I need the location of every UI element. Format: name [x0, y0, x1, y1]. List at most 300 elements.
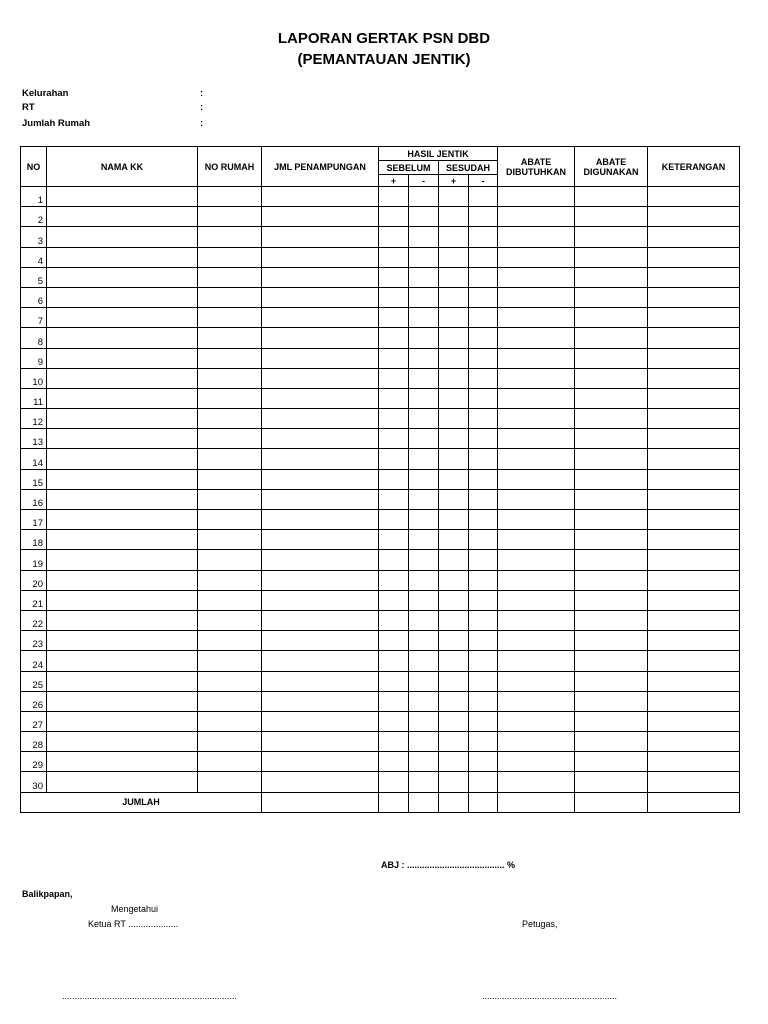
table-cell[interactable]: [47, 308, 198, 328]
table-cell[interactable]: [409, 752, 439, 772]
table-cell[interactable]: [469, 691, 498, 711]
table-cell[interactable]: [439, 368, 469, 388]
table-cell[interactable]: [379, 287, 409, 307]
table-cell[interactable]: [469, 752, 498, 772]
table-cell[interactable]: [575, 570, 648, 590]
table-cell[interactable]: [439, 287, 469, 307]
table-cell[interactable]: [648, 691, 740, 711]
table-cell[interactable]: [47, 409, 198, 429]
table-cell[interactable]: [262, 590, 379, 610]
table-cell[interactable]: [469, 449, 498, 469]
table-cell[interactable]: [47, 348, 198, 368]
table-cell[interactable]: [379, 328, 409, 348]
table-cell[interactable]: [575, 711, 648, 731]
table-cell[interactable]: [379, 510, 409, 530]
table-cell[interactable]: [439, 752, 469, 772]
table-cell[interactable]: [498, 711, 575, 731]
table-cell[interactable]: [498, 590, 575, 610]
table-cell[interactable]: [498, 287, 575, 307]
table-cell[interactable]: [262, 469, 379, 489]
table-cell[interactable]: [469, 671, 498, 691]
table-cell[interactable]: [648, 510, 740, 530]
table-cell[interactable]: [409, 328, 439, 348]
table-cell[interactable]: [498, 631, 575, 651]
table-cell[interactable]: [409, 469, 439, 489]
table-cell[interactable]: [409, 550, 439, 570]
table-cell[interactable]: [469, 247, 498, 267]
table-cell[interactable]: [575, 610, 648, 630]
table-cell[interactable]: [498, 489, 575, 509]
table-cell[interactable]: [198, 651, 262, 671]
table-cell[interactable]: [648, 449, 740, 469]
table-cell[interactable]: [379, 772, 409, 792]
table-cell[interactable]: [379, 590, 409, 610]
table-cell[interactable]: [47, 550, 198, 570]
table-cell[interactable]: [198, 610, 262, 630]
table-cell[interactable]: [439, 409, 469, 429]
table-cell[interactable]: [198, 207, 262, 227]
table-cell[interactable]: [409, 691, 439, 711]
table-cell[interactable]: [47, 691, 198, 711]
table-cell[interactable]: [469, 610, 498, 630]
table-cell[interactable]: [648, 227, 740, 247]
table-cell[interactable]: [575, 671, 648, 691]
table-cell[interactable]: [409, 671, 439, 691]
table-cell[interactable]: [575, 409, 648, 429]
table-cell[interactable]: [648, 772, 740, 792]
table-cell[interactable]: [498, 207, 575, 227]
jumlah-cell[interactable]: [575, 792, 648, 812]
table-cell[interactable]: [439, 772, 469, 792]
table-cell[interactable]: [47, 368, 198, 388]
table-cell[interactable]: [575, 308, 648, 328]
table-cell[interactable]: [409, 207, 439, 227]
table-cell[interactable]: [575, 388, 648, 408]
table-cell[interactable]: [409, 772, 439, 792]
table-cell[interactable]: [469, 368, 498, 388]
table-cell[interactable]: [439, 671, 469, 691]
table-cell[interactable]: [198, 489, 262, 509]
table-cell[interactable]: [409, 348, 439, 368]
table-cell[interactable]: [379, 610, 409, 630]
table-cell[interactable]: [498, 187, 575, 207]
table-cell[interactable]: [439, 530, 469, 550]
table-cell[interactable]: [409, 590, 439, 610]
table-cell[interactable]: [575, 247, 648, 267]
table-cell[interactable]: [262, 772, 379, 792]
table-cell[interactable]: [262, 287, 379, 307]
table-cell[interactable]: [379, 691, 409, 711]
table-cell[interactable]: [439, 610, 469, 630]
table-cell[interactable]: [379, 489, 409, 509]
table-cell[interactable]: [198, 409, 262, 429]
table-cell[interactable]: [409, 489, 439, 509]
table-cell[interactable]: [47, 631, 198, 651]
table-cell[interactable]: [379, 267, 409, 287]
table-cell[interactable]: [575, 489, 648, 509]
table-cell[interactable]: [379, 187, 409, 207]
table-cell[interactable]: [409, 247, 439, 267]
table-cell[interactable]: [47, 772, 198, 792]
table-cell[interactable]: [575, 267, 648, 287]
table-cell[interactable]: [379, 409, 409, 429]
table-cell[interactable]: [469, 287, 498, 307]
table-cell[interactable]: [469, 429, 498, 449]
table-cell[interactable]: [498, 772, 575, 792]
table-cell[interactable]: [648, 610, 740, 630]
table-cell[interactable]: [469, 409, 498, 429]
table-cell[interactable]: [575, 550, 648, 570]
table-cell[interactable]: [648, 489, 740, 509]
table-cell[interactable]: [648, 287, 740, 307]
table-cell[interactable]: [498, 671, 575, 691]
table-cell[interactable]: [439, 510, 469, 530]
table-cell[interactable]: [198, 772, 262, 792]
table-cell[interactable]: [262, 651, 379, 671]
jumlah-cell[interactable]: [469, 792, 498, 812]
table-cell[interactable]: [47, 328, 198, 348]
table-cell[interactable]: [409, 187, 439, 207]
table-cell[interactable]: [469, 489, 498, 509]
table-cell[interactable]: [379, 570, 409, 590]
table-cell[interactable]: [47, 610, 198, 630]
table-cell[interactable]: [469, 530, 498, 550]
table-cell[interactable]: [198, 308, 262, 328]
table-cell[interactable]: [198, 732, 262, 752]
table-cell[interactable]: [409, 510, 439, 530]
jumlah-cell[interactable]: [439, 792, 469, 812]
table-cell[interactable]: [409, 409, 439, 429]
table-cell[interactable]: [47, 570, 198, 590]
table-cell[interactable]: [469, 348, 498, 368]
table-cell[interactable]: [47, 711, 198, 731]
table-cell[interactable]: [262, 187, 379, 207]
table-cell[interactable]: [409, 368, 439, 388]
table-cell[interactable]: [47, 590, 198, 610]
table-cell[interactable]: [409, 308, 439, 328]
table-cell[interactable]: [575, 732, 648, 752]
table-cell[interactable]: [648, 429, 740, 449]
table-cell[interactable]: [409, 570, 439, 590]
table-cell[interactable]: [498, 429, 575, 449]
table-cell[interactable]: [469, 267, 498, 287]
table-cell[interactable]: [379, 429, 409, 449]
table-cell[interactable]: [575, 651, 648, 671]
table-cell[interactable]: [469, 570, 498, 590]
table-cell[interactable]: [575, 510, 648, 530]
table-cell[interactable]: [198, 550, 262, 570]
table-cell[interactable]: [379, 247, 409, 267]
table-cell[interactable]: [575, 590, 648, 610]
table-cell[interactable]: [379, 550, 409, 570]
table-cell[interactable]: [198, 368, 262, 388]
table-cell[interactable]: [648, 267, 740, 287]
table-cell[interactable]: [47, 388, 198, 408]
table-cell[interactable]: [379, 530, 409, 550]
table-cell[interactable]: [648, 247, 740, 267]
table-cell[interactable]: [469, 187, 498, 207]
table-cell[interactable]: [379, 651, 409, 671]
table-cell[interactable]: [198, 530, 262, 550]
table-cell[interactable]: [262, 610, 379, 630]
table-cell[interactable]: [262, 570, 379, 590]
table-cell[interactable]: [469, 772, 498, 792]
table-cell[interactable]: [198, 267, 262, 287]
table-cell[interactable]: [262, 409, 379, 429]
table-cell[interactable]: [47, 247, 198, 267]
table-cell[interactable]: [379, 368, 409, 388]
table-cell[interactable]: [648, 348, 740, 368]
table-cell[interactable]: [409, 610, 439, 630]
table-cell[interactable]: [47, 267, 198, 287]
table-cell[interactable]: [47, 187, 198, 207]
table-cell[interactable]: [498, 510, 575, 530]
table-cell[interactable]: [648, 368, 740, 388]
table-cell[interactable]: [575, 449, 648, 469]
table-cell[interactable]: [498, 409, 575, 429]
table-cell[interactable]: [469, 227, 498, 247]
table-cell[interactable]: [498, 691, 575, 711]
table-cell[interactable]: [439, 691, 469, 711]
table-cell[interactable]: [379, 752, 409, 772]
table-cell[interactable]: [262, 550, 379, 570]
table-cell[interactable]: [198, 590, 262, 610]
table-cell[interactable]: [439, 328, 469, 348]
table-cell[interactable]: [469, 711, 498, 731]
table-cell[interactable]: [47, 449, 198, 469]
table-cell[interactable]: [262, 691, 379, 711]
table-cell[interactable]: [498, 732, 575, 752]
table-cell[interactable]: [575, 207, 648, 227]
table-cell[interactable]: [198, 570, 262, 590]
table-cell[interactable]: [262, 368, 379, 388]
table-cell[interactable]: [498, 570, 575, 590]
table-cell[interactable]: [439, 227, 469, 247]
table-cell[interactable]: [575, 328, 648, 348]
table-cell[interactable]: [47, 207, 198, 227]
table-cell[interactable]: [409, 227, 439, 247]
table-cell[interactable]: [575, 631, 648, 651]
table-cell[interactable]: [469, 590, 498, 610]
table-cell[interactable]: [648, 207, 740, 227]
table-cell[interactable]: [379, 711, 409, 731]
table-cell[interactable]: [439, 207, 469, 227]
table-cell[interactable]: [47, 429, 198, 449]
table-cell[interactable]: [498, 651, 575, 671]
table-cell[interactable]: [262, 308, 379, 328]
table-cell[interactable]: [409, 711, 439, 731]
table-cell[interactable]: [379, 227, 409, 247]
table-cell[interactable]: [648, 388, 740, 408]
table-cell[interactable]: [198, 388, 262, 408]
table-cell[interactable]: [409, 267, 439, 287]
table-cell[interactable]: [379, 732, 409, 752]
table-cell[interactable]: [498, 267, 575, 287]
table-cell[interactable]: [575, 187, 648, 207]
table-cell[interactable]: [409, 449, 439, 469]
table-cell[interactable]: [498, 227, 575, 247]
table-cell[interactable]: [498, 469, 575, 489]
table-cell[interactable]: [648, 530, 740, 550]
table-cell[interactable]: [469, 550, 498, 570]
table-cell[interactable]: [198, 348, 262, 368]
table-cell[interactable]: [379, 388, 409, 408]
table-cell[interactable]: [439, 550, 469, 570]
table-cell[interactable]: [262, 207, 379, 227]
table-cell[interactable]: [262, 732, 379, 752]
table-cell[interactable]: [648, 671, 740, 691]
table-cell[interactable]: [648, 590, 740, 610]
table-cell[interactable]: [439, 449, 469, 469]
table-cell[interactable]: [498, 530, 575, 550]
table-cell[interactable]: [575, 227, 648, 247]
table-cell[interactable]: [439, 187, 469, 207]
table-cell[interactable]: [198, 227, 262, 247]
table-cell[interactable]: [198, 287, 262, 307]
table-cell[interactable]: [198, 631, 262, 651]
table-cell[interactable]: [439, 570, 469, 590]
table-cell[interactable]: [469, 631, 498, 651]
table-cell[interactable]: [47, 671, 198, 691]
table-cell[interactable]: [262, 671, 379, 691]
table-cell[interactable]: [648, 308, 740, 328]
table-cell[interactable]: [575, 287, 648, 307]
table-cell[interactable]: [198, 328, 262, 348]
jumlah-cell[interactable]: [648, 792, 740, 812]
table-cell[interactable]: [498, 348, 575, 368]
table-cell[interactable]: [198, 711, 262, 731]
table-cell[interactable]: [198, 469, 262, 489]
table-cell[interactable]: [409, 631, 439, 651]
table-cell[interactable]: [498, 308, 575, 328]
table-cell[interactable]: [439, 732, 469, 752]
table-cell[interactable]: [262, 530, 379, 550]
jumlah-cell[interactable]: [409, 792, 439, 812]
table-cell[interactable]: [469, 651, 498, 671]
table-cell[interactable]: [47, 510, 198, 530]
table-cell[interactable]: [47, 489, 198, 509]
table-cell[interactable]: [439, 711, 469, 731]
table-cell[interactable]: [439, 308, 469, 328]
table-cell[interactable]: [439, 489, 469, 509]
table-cell[interactable]: [198, 247, 262, 267]
table-cell[interactable]: [262, 489, 379, 509]
table-cell[interactable]: [648, 469, 740, 489]
table-cell[interactable]: [262, 711, 379, 731]
table-cell[interactable]: [262, 449, 379, 469]
table-cell[interactable]: [198, 752, 262, 772]
table-cell[interactable]: [439, 247, 469, 267]
table-cell[interactable]: [379, 308, 409, 328]
table-cell[interactable]: [262, 429, 379, 449]
table-cell[interactable]: [498, 247, 575, 267]
table-cell[interactable]: [469, 510, 498, 530]
table-cell[interactable]: [648, 631, 740, 651]
table-cell[interactable]: [439, 429, 469, 449]
table-cell[interactable]: [262, 631, 379, 651]
table-cell[interactable]: [469, 308, 498, 328]
table-cell[interactable]: [648, 732, 740, 752]
table-cell[interactable]: [379, 631, 409, 651]
table-cell[interactable]: [198, 691, 262, 711]
table-cell[interactable]: [648, 752, 740, 772]
table-cell[interactable]: [262, 388, 379, 408]
table-cell[interactable]: [439, 267, 469, 287]
table-cell[interactable]: [469, 388, 498, 408]
table-cell[interactable]: [47, 227, 198, 247]
table-cell[interactable]: [379, 348, 409, 368]
table-cell[interactable]: [409, 732, 439, 752]
jumlah-cell[interactable]: [379, 792, 409, 812]
table-cell[interactable]: [262, 328, 379, 348]
table-cell[interactable]: [439, 590, 469, 610]
jumlah-cell[interactable]: [498, 792, 575, 812]
table-cell[interactable]: [439, 651, 469, 671]
table-cell[interactable]: [198, 671, 262, 691]
table-cell[interactable]: [575, 691, 648, 711]
table-cell[interactable]: [262, 227, 379, 247]
jumlah-cell[interactable]: [262, 792, 379, 812]
table-cell[interactable]: [575, 429, 648, 449]
table-cell[interactable]: [262, 247, 379, 267]
table-cell[interactable]: [47, 530, 198, 550]
table-cell[interactable]: [498, 328, 575, 348]
table-cell[interactable]: [469, 328, 498, 348]
table-cell[interactable]: [575, 530, 648, 550]
table-cell[interactable]: [469, 469, 498, 489]
table-cell[interactable]: [648, 711, 740, 731]
table-cell[interactable]: [198, 187, 262, 207]
table-cell[interactable]: [262, 267, 379, 287]
table-cell[interactable]: [648, 570, 740, 590]
table-cell[interactable]: [262, 510, 379, 530]
table-cell[interactable]: [262, 348, 379, 368]
table-cell[interactable]: [409, 388, 439, 408]
table-cell[interactable]: [648, 187, 740, 207]
table-cell[interactable]: [409, 651, 439, 671]
table-cell[interactable]: [379, 469, 409, 489]
table-cell[interactable]: [47, 752, 198, 772]
table-cell[interactable]: [47, 469, 198, 489]
table-cell[interactable]: [198, 510, 262, 530]
table-cell[interactable]: [498, 388, 575, 408]
table-cell[interactable]: [575, 772, 648, 792]
table-cell[interactable]: [439, 348, 469, 368]
table-cell[interactable]: [469, 732, 498, 752]
table-cell[interactable]: [439, 631, 469, 651]
table-cell[interactable]: [498, 368, 575, 388]
table-cell[interactable]: [198, 449, 262, 469]
table-cell[interactable]: [498, 550, 575, 570]
table-cell[interactable]: [469, 207, 498, 227]
table-cell[interactable]: [575, 752, 648, 772]
table-cell[interactable]: [409, 429, 439, 449]
table-cell[interactable]: [47, 287, 198, 307]
table-cell[interactable]: [47, 732, 198, 752]
table-cell[interactable]: [439, 388, 469, 408]
table-cell[interactable]: [379, 671, 409, 691]
table-cell[interactable]: [648, 409, 740, 429]
table-cell[interactable]: [498, 752, 575, 772]
table-cell[interactable]: [648, 651, 740, 671]
table-cell[interactable]: [498, 449, 575, 469]
table-cell[interactable]: [409, 287, 439, 307]
table-cell[interactable]: [409, 530, 439, 550]
table-cell[interactable]: [575, 348, 648, 368]
table-cell[interactable]: [648, 550, 740, 570]
table-cell[interactable]: [648, 328, 740, 348]
table-cell[interactable]: [379, 449, 409, 469]
